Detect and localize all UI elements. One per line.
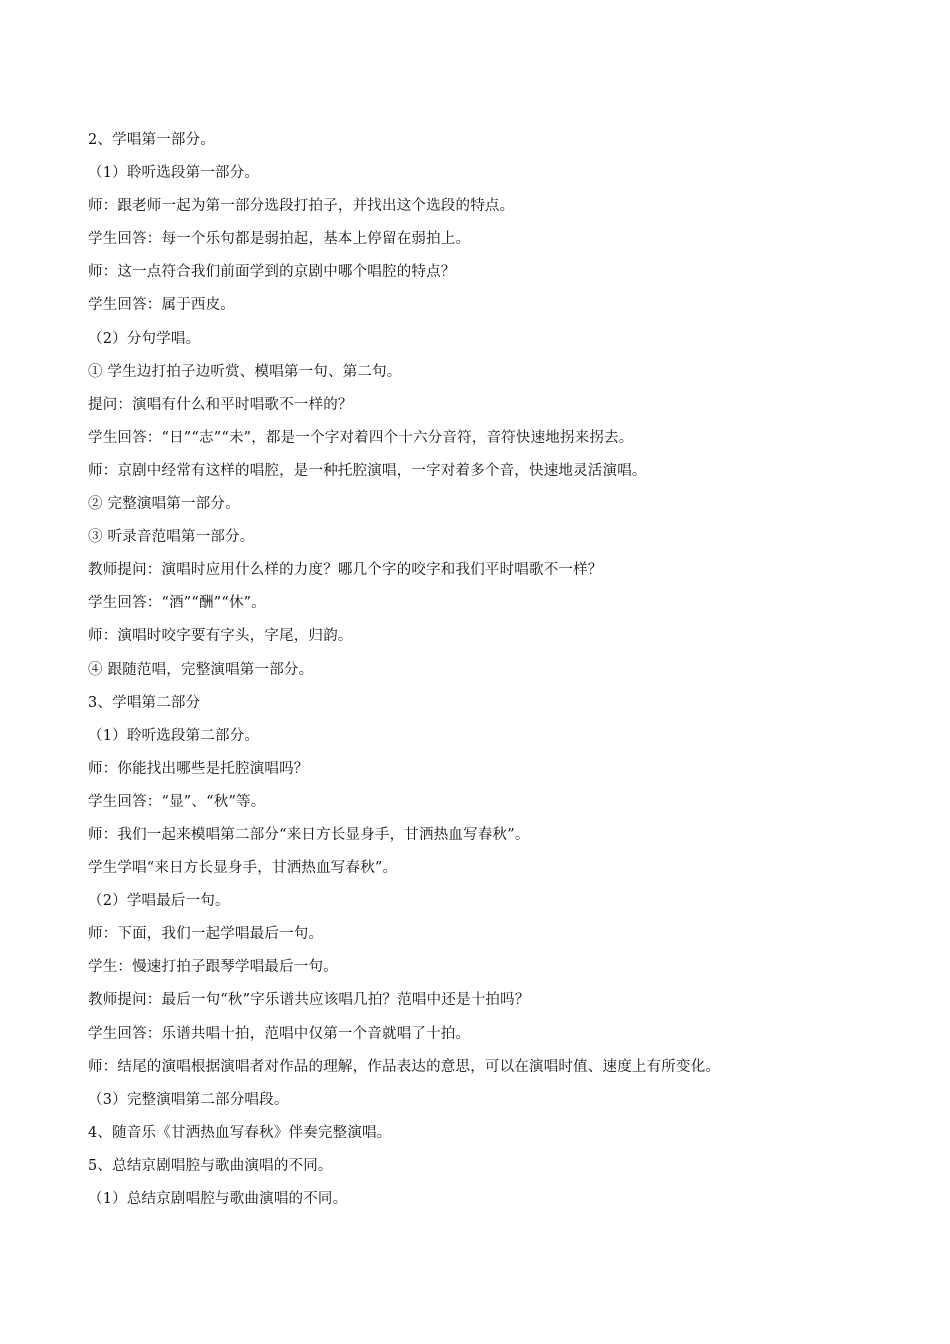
student-line: 学生：慢速打拍子跟琴学唱最后一句。 bbox=[88, 959, 338, 976]
student-answer-line: 学生回答：乐谱共唱十拍，范唱中仅第一个音就唱了十拍。 bbox=[88, 1025, 471, 1042]
student-answer-line: 学生回答：“酒”“酬”“休”。 bbox=[88, 595, 266, 612]
sub-step-1-summary: （1）总结京剧唱腔与歌曲演唱的不同。 bbox=[88, 1191, 348, 1207]
sub-step-1-listen: （1）聆听选段第一部分。 bbox=[88, 165, 260, 182]
numbered-step-2: ② 完整演唱第一部分。 bbox=[88, 496, 240, 513]
teacher-question-line: 教师提问：最后一句“秋”字乐谱共应该唱几拍？范唱中还是十拍吗？ bbox=[88, 992, 530, 1009]
section-heading-4: 4、随音乐《甘洒热血写春秋》伴奏完整演唱。 bbox=[88, 1124, 392, 1141]
teacher-line: 师：京剧中经常有这样的唱腔，是一种托腔演唱，一字对着多个音，快速地灵活演唱。 bbox=[88, 462, 647, 479]
teacher-line: 师：下面，我们一起学唱最后一句。 bbox=[88, 926, 324, 943]
teacher-line: 师：你能找出哪些是托腔演唱吗？ bbox=[88, 760, 309, 777]
document-body bbox=[88, 124, 888, 1216]
sub-step-2-last-sentence: （2）学唱最后一句。 bbox=[88, 893, 230, 910]
section-heading-3: 3、学唱第二部分 bbox=[88, 694, 201, 711]
section-heading-2: 2、学唱第一部分。 bbox=[88, 132, 216, 148]
student-answer-line: 学生回答：属于西皮。 bbox=[88, 297, 235, 314]
teacher-line: 师：这一点符合我们前面学到的京剧中哪个唱腔的特点？ bbox=[88, 264, 456, 281]
teacher-line: 师：我们一起来模唱第二部分“来日方长显身手，甘洒热血写春秋”。 bbox=[88, 826, 530, 843]
question-line: 提问：演唱有什么和平时唱歌不一样的？ bbox=[88, 396, 353, 413]
student-answer-line: 学生回答：“日”“志”“未”，都是一个字对着四个十六分音符，音符快速地拐来拐去。 bbox=[88, 429, 634, 446]
sub-step-2-sentences: （2）分句学唱。 bbox=[88, 330, 201, 347]
teacher-line: 师：演唱时咬字要有字头，字尾，归韵。 bbox=[88, 628, 353, 645]
teacher-line: 师：结尾的演唱根据演唱者对作品的理解，作品表达的意思，可以在演唱时值、速度上有所变化。 bbox=[88, 1058, 721, 1075]
sub-step-3-complete: （3）完整演唱第二部分唱段。 bbox=[88, 1091, 289, 1108]
numbered-step-3: ③ 听录音范唱第一部分。 bbox=[88, 529, 255, 546]
sub-step-1-listen: （1）聆听选段第二部分。 bbox=[88, 727, 260, 744]
teacher-question-line: 教师提问：演唱时应用什么样的力度？哪几个字的咬字和我们平时唱歌不一样？ bbox=[88, 562, 603, 579]
teacher-line: 师：跟老师一起为第一部分选段打拍子，并找出这个选段的特点。 bbox=[88, 198, 515, 215]
student-answer-line: 学生回答：“显”、“秋”等。 bbox=[88, 793, 266, 810]
student-answer-line: 学生回答：每一个乐句都是弱拍起，基本上停留在弱拍上。 bbox=[88, 231, 471, 248]
student-sing-line: 学生学唱“来日方长显身手，甘洒热血写春秋”。 bbox=[88, 860, 398, 877]
section-heading-5: 5、总结京剧唱腔与歌曲演唱的不同。 bbox=[88, 1157, 333, 1174]
numbered-step-1: ① 学生边打拍子边听赏、模唱第一句、第二句。 bbox=[88, 363, 402, 380]
numbered-step-4: ④ 跟随范唱，完整演唱第一部分。 bbox=[88, 661, 314, 678]
